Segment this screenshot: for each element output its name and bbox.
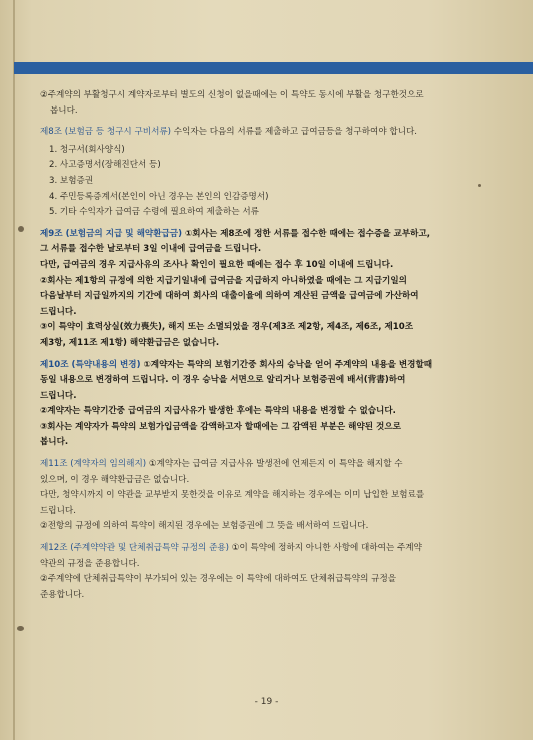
article-10 — [40, 358, 516, 452]
list-item: 4. 주민등록증계서(본인이 아닌 경우는 본인의 인감증명서) — [49, 191, 269, 202]
article-10-line: 봅니다. — [40, 437, 69, 448]
article-12-line: 약관의 규정을 준용합니다. — [40, 558, 140, 569]
document-body — [40, 88, 516, 609]
article-9-line: 드립니다. — [40, 306, 77, 317]
list-item: 1. 청구서(회사양식) — [49, 144, 125, 155]
page-fold — [13, 0, 15, 740]
article-9-line: 제3항, 제11조 제1항) 해약환급금은 없습니다. — [40, 337, 220, 348]
article-12 — [40, 541, 516, 603]
article-11-line: 있으며, 이 경우 해약환급금은 없습니다. — [40, 474, 190, 485]
article-9-line: 그 서류를 접수한 날로부터 3일 이내에 급여금을 드립니다. — [40, 244, 262, 255]
list-item: 3. 보험증권 — [49, 175, 94, 186]
article-8-text: 수익자는 다음의 서류를 제출하고 급여금등을 청구하여야 합니다. — [171, 127, 418, 138]
intro-line: ②주계약의 부활청구시 계약자로부터 별도의 신청이 없을때에는 이 특약도 동시에 부활을 청구한것으로 — [40, 90, 424, 100]
article-9-line: 다만, 급여금의 경우 지급사유의 조사나 확인이 필요한 때에는 접수 후 10일 이내에 드립니다. — [40, 259, 394, 270]
article-9 — [40, 227, 516, 352]
article-11-line: ②전항의 규정에 의하여 특약이 해지된 경우에는 보험증권에 그 뜻을 배서하여 드립니다. — [40, 521, 369, 532]
article-9-line: 다음날부터 지급일까지의 기간에 대하여 회사의 대출이율에 의하여 계산된 금액을 급여금에 가산하여 — [40, 291, 419, 302]
intro-paragraph — [40, 88, 516, 119]
intro-line: 봅니다. — [50, 105, 78, 116]
article-12-line: ①이 특약에 정하지 아니한 사항에 대하여는 주계약 — [229, 543, 422, 554]
article-10-line: ②계약자는 특약기간중 급여금의 지급사유가 발생한 후에는 특약의 내용을 변경할 수 없습니다. — [40, 406, 396, 417]
article-9-line: ③이 특약이 효력상실(效力喪失), 해지 또는 소멸되었을 경우(제3조 제2항, 제4조, 제6조, 제10조 — [40, 322, 414, 333]
ink-spot — [18, 226, 24, 232]
list-item: 5. 기타 수익자가 급여금 수령에 필요하여 제출하는 서류 — [49, 207, 259, 218]
article-12-line: 준용합니다. — [40, 589, 85, 600]
article-12-heading: 제12조 (주계약약관 및 단체취급특약 규정의 준용) — [40, 543, 230, 554]
article-10-line: 동일 내용으로 변경하여 드립니다. 이 경우 승낙을 서면으로 알리거나 보험증권에 배서(背書)하여 — [40, 375, 406, 386]
article-11-line: ①계약자는 급여금 지급사유 발생전에 언제든지 이 특약을 해지할 수 — [146, 459, 403, 470]
header-blue-band — [14, 62, 533, 74]
article-10-line: ①계약자는 특약의 보험기간중 회사의 승낙을 얻어 주계약의 내용을 변경할때 — [140, 359, 433, 370]
page-number: - 19 - — [254, 697, 279, 707]
article-11-line: 드립니다. — [40, 505, 76, 516]
ink-spot — [17, 626, 24, 631]
article-10-heading: 제10조 (특약내용의 변경) — [40, 359, 141, 370]
article-10-line: 드립니다. — [40, 390, 77, 401]
article-11 — [40, 457, 516, 535]
article-8-document-list — [40, 143, 516, 221]
article-8 — [40, 125, 516, 141]
article-11-line: 다만, 청약시까지 이 약관을 교부받지 못한것을 이유로 계약을 해지하는 경우에는 이미 납입한 보험료를 — [40, 490, 425, 501]
list-item: 2. 사고증명서(장해진단서 등) — [49, 160, 161, 171]
article-9-line: ②회사는 제1항의 규정에 의한 지급기일내에 급여금을 지급하지 아니하였을 때에는 그 지급기일의 — [40, 275, 407, 286]
ink-spot — [478, 184, 481, 187]
article-9-heading: 제9조 (보험금의 지급 및 해약환급금) — [40, 228, 183, 239]
article-12-line: ②주계약에 단체취급특약이 부가되어 있는 경우에는 이 특약에 대하여도 단체취급특약의 규정을 — [40, 574, 397, 585]
article-10-line: ③회사는 계약자가 특약의 보험가입금액을 감액하고자 할때에는 그 감액된 부분은 해약된 것으로 — [40, 421, 401, 432]
article-11-heading: 제11조 (계약자의 임의해지) — [40, 459, 147, 470]
article-8-heading: 제8조 (보험금 등 청구시 구비서류) — [40, 127, 172, 138]
article-9-line: ①회사는 제8조에 정한 서류를 접수한 때에는 접수증을 교부하고, — [182, 228, 431, 239]
